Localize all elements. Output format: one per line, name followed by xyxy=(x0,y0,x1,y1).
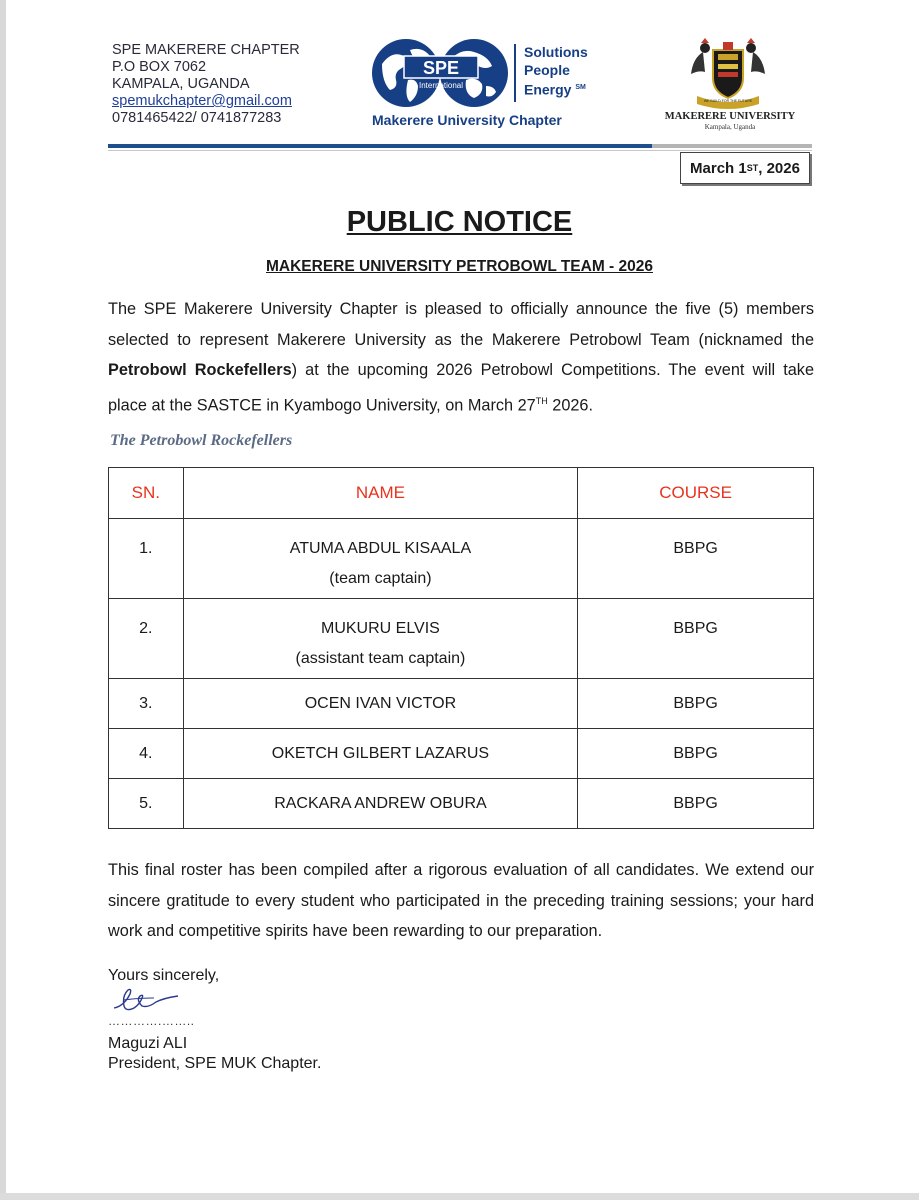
header-name: NAME xyxy=(183,468,578,519)
spe-logo-subtext: International xyxy=(418,81,464,90)
spe-globe-logo xyxy=(370,36,512,110)
date-rest: , 2026 xyxy=(758,159,800,177)
table-row xyxy=(109,519,814,599)
makerere-crest-icon xyxy=(683,38,773,110)
team-nickname: Petrobowl Rockefellers xyxy=(108,361,292,379)
member-name: ATUMA ABDUL KISAALA xyxy=(289,540,472,557)
date-prefix: March 1 xyxy=(690,159,747,177)
intro-part-2: ) at the upcoming 2026 Petrobowl Competitions. The event will take place at the SASTCE in Kyambogo University, on March 27 xyxy=(108,361,815,414)
intro-part-1: The SPE Makerere University Chapter is pleased to officially announce the five (5) members selected to represent Makerere University as the Makerere Petrobowl Team (nicknamed the xyxy=(108,300,814,349)
email-link[interactable]: spemukchapter@gmail.com xyxy=(112,93,292,109)
table-row xyxy=(109,679,814,729)
table-row xyxy=(109,599,814,679)
signer-position: President, SPE MUK Chapter. xyxy=(108,1055,322,1072)
notice-title: PUBLIC NOTICE xyxy=(346,206,573,238)
date-suffix: ST xyxy=(746,163,759,173)
tagline-people: People xyxy=(524,61,570,78)
crest-motto: WE BUILD FOR THE FUTURE xyxy=(703,99,753,103)
table-header-row xyxy=(109,468,814,519)
closing-greeting: Yours sincerely, xyxy=(108,967,220,984)
row-sn: 5. xyxy=(109,779,184,829)
spe-tagline xyxy=(514,44,588,102)
row-name-cell xyxy=(183,519,578,599)
header-rule-thin xyxy=(108,150,812,151)
table-row xyxy=(109,729,814,779)
member-role: (team captain) xyxy=(329,570,432,587)
spe-logo-text: SPE xyxy=(422,58,460,78)
row-course: BBPG xyxy=(578,679,814,729)
signer-block xyxy=(108,1034,321,1074)
row-sn: 2. xyxy=(109,599,184,679)
row-sn: 4. xyxy=(109,729,184,779)
address-line: KAMPALA, UGANDA xyxy=(112,76,250,92)
table-row xyxy=(109,779,814,829)
closing-paragraph: This final roster has been compiled after a rigorous evaluation of all candidates. We extend our sincere gratitude to every student who participated in the preceding training sessions; your hard work and competitive spirits have been rewarding to our preparation. xyxy=(108,861,814,940)
team-label: The Petrobowl Rockefellers xyxy=(110,432,293,449)
member-name: OCEN IVAN VICTOR xyxy=(183,679,578,729)
tagline-solutions: Solutions xyxy=(524,44,588,60)
row-sn: 3. xyxy=(109,679,184,729)
member-name: MUKURU ELVIS xyxy=(321,620,440,637)
signer-name: Maguzi ALI xyxy=(108,1035,188,1052)
member-name: RACKARA ANDREW OBURA xyxy=(183,779,578,829)
row-sn: 1. xyxy=(109,519,184,599)
tagline-energy: Energy xyxy=(524,81,572,98)
date-box xyxy=(680,152,810,184)
roster-table xyxy=(108,467,814,829)
address-line: SPE MAKERERE CHAPTER xyxy=(112,42,300,58)
phone-numbers: 0781465422/ 0741877283 xyxy=(112,110,282,126)
row-course: BBPG xyxy=(578,519,814,599)
row-name-cell xyxy=(183,599,578,679)
university-location: Kampala, Uganda xyxy=(704,123,756,131)
row-course: BBPG xyxy=(578,729,814,779)
member-name: OKETCH GILBERT LAZARUS xyxy=(183,729,578,779)
spe-chapter-caption: Makerere University Chapter xyxy=(372,112,562,128)
member-role: (assistant team captain) xyxy=(295,650,466,667)
university-name: MAKERERE UNIVERSITY xyxy=(664,111,796,122)
intro-sup: TH xyxy=(535,395,548,406)
page-edge-bottom xyxy=(0,1193,919,1200)
header-sn: SN. xyxy=(109,468,184,519)
header-rule-grey xyxy=(652,144,812,148)
notice-subtitle: MAKERERE UNIVERSITY PETROBOWL TEAM - 2026 xyxy=(266,258,653,275)
row-course: BBPG xyxy=(578,599,814,679)
handwritten-signature xyxy=(110,984,190,1016)
header-rule-blue xyxy=(108,144,652,148)
tagline-service-mark: SM xyxy=(575,84,586,91)
row-course: BBPG xyxy=(578,779,814,829)
header-course: COURSE xyxy=(578,468,814,519)
page-edge-left xyxy=(0,0,6,1200)
intro-part-3: 2026. xyxy=(547,395,594,414)
signature-line: ………….…….. xyxy=(108,1014,195,1028)
address-line: P.O BOX 7062 xyxy=(112,59,207,75)
letterhead-address xyxy=(112,42,300,127)
intro-paragraph xyxy=(108,294,814,420)
